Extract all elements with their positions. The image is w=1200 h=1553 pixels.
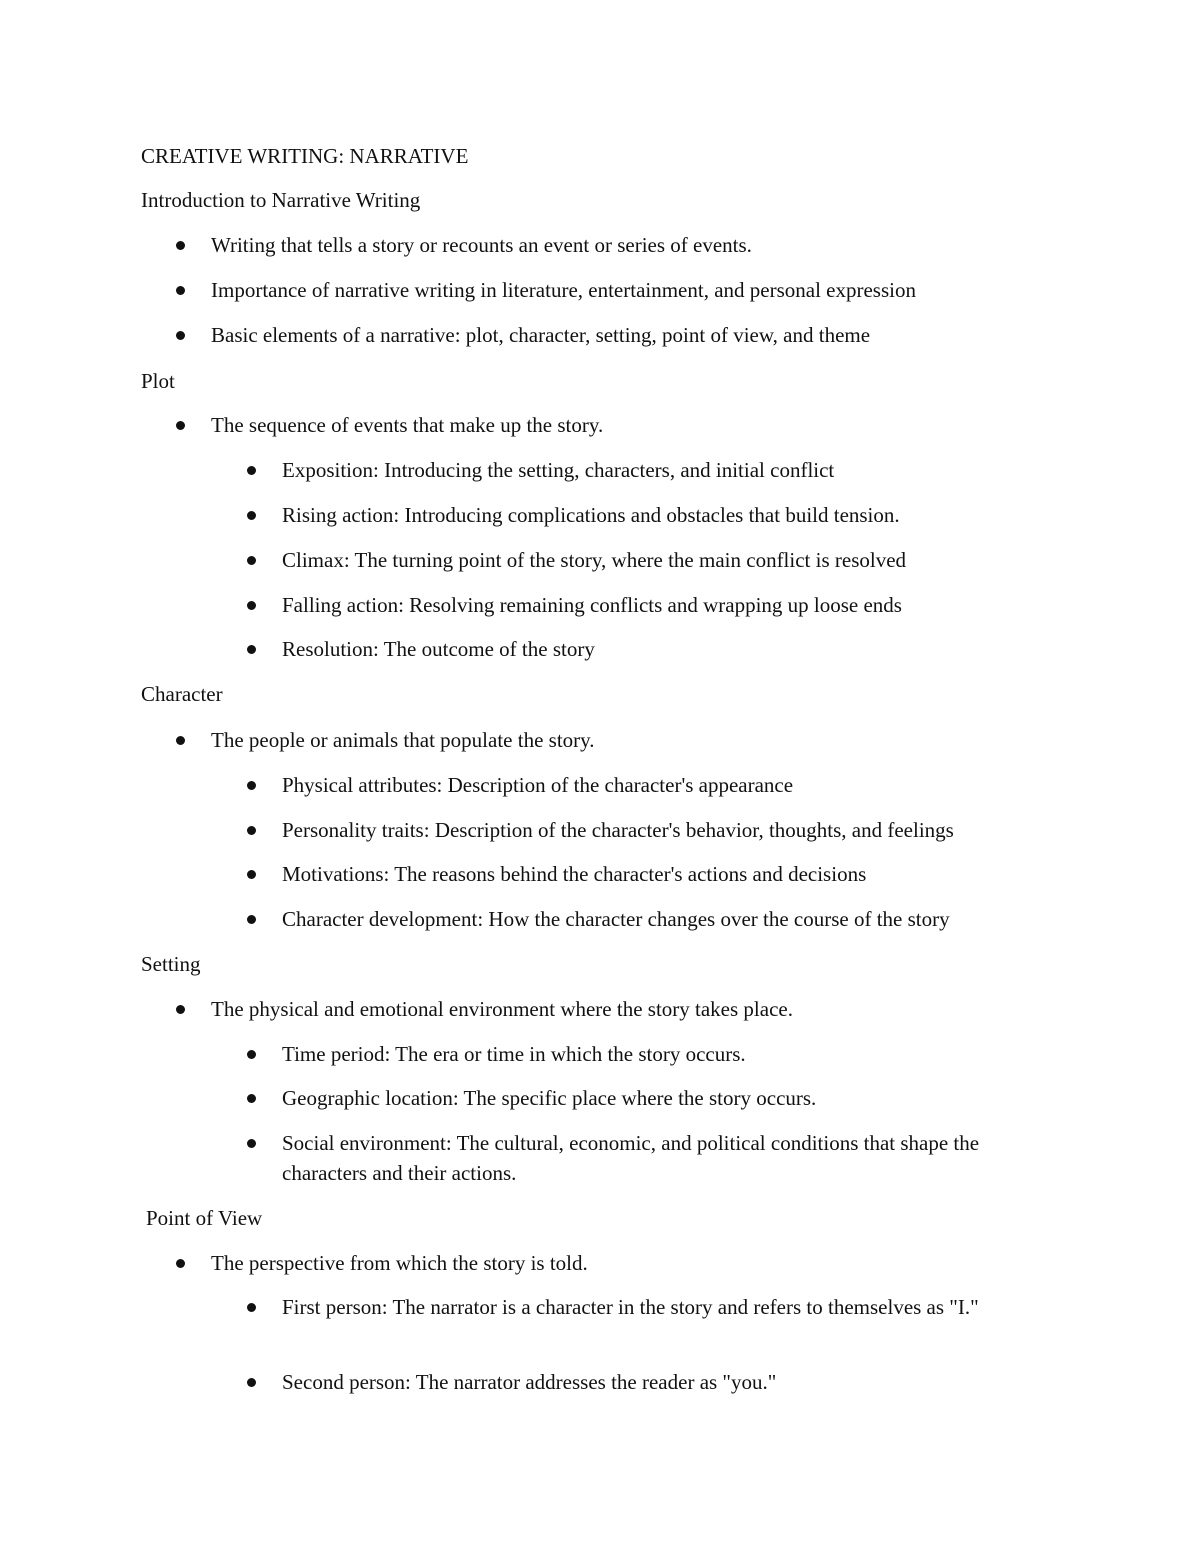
bullet-icon <box>247 511 256 520</box>
list-item-text: The people or animals that populate the story. <box>211 728 595 752</box>
list-item-text: Basic elements of a narrative: plot, character, setting, point of view, and theme <box>211 323 871 347</box>
bullet-icon <box>176 1259 185 1268</box>
list-item-text: The perspective from which the story is told. <box>211 1251 588 1275</box>
sub-list-item-text: First person: The narrator is a character in the story and refers to themselves as "I." <box>282 1295 979 1319</box>
sub-list-item-text: Personality traits: Description of the character's behavior, thoughts, and feelings <box>282 818 954 842</box>
section-heading-setting: Setting <box>141 952 201 976</box>
bullet-icon <box>247 1303 256 1312</box>
sub-list-item-text: Exposition: Introducing the setting, characters, and initial conflict <box>282 458 835 482</box>
sub-list-item-text: Resolution: The outcome of the story <box>282 637 595 661</box>
bullet-icon <box>176 331 185 340</box>
bullet-icon <box>176 421 185 430</box>
bullet-icon <box>247 601 256 610</box>
bullet-icon <box>176 241 185 250</box>
sub-list-item-text: Second person: The narrator addresses the reader as "you." <box>282 1370 777 1394</box>
section-heading-character: Character <box>141 682 223 706</box>
bullet-icon <box>247 466 256 475</box>
sub-list-item-text: Physical attributes: Description of the character's appearance <box>282 773 794 797</box>
sub-list-item-text: Falling action: Resolving remaining conflicts and wrapping up loose ends <box>282 593 902 617</box>
sub-list-item-text: Time period: The era or time in which the story occurs. <box>282 1042 746 1066</box>
list-item-text: The sequence of events that make up the story. <box>211 413 604 437</box>
bullet-icon <box>176 736 185 745</box>
bullet-icon <box>247 1094 256 1103</box>
sub-list-item-text: Character development: How the character changes over the course of the story <box>282 907 950 931</box>
bullet-icon <box>247 826 256 835</box>
list-item-text: Importance of narrative writing in literature, entertainment, and personal expression <box>211 278 916 302</box>
bullet-icon <box>247 1050 256 1059</box>
bullet-icon <box>176 1005 185 1014</box>
sub-list-item-text: Social environment: The cultural, economic, and political conditions that shape the characters and their actions. <box>282 1131 980 1185</box>
bullet-icon <box>247 870 256 879</box>
document-title: CREATIVE WRITING: NARRATIVE <box>141 144 469 168</box>
bullet-icon <box>247 1139 256 1148</box>
sub-list-item-text: Rising action: Introducing complications and obstacles that build tension. <box>282 503 900 527</box>
section-heading-plot: Plot <box>141 369 175 393</box>
section-heading-introduction: Introduction to Narrative Writing <box>141 188 421 212</box>
bullet-icon <box>247 915 256 924</box>
bullet-icon <box>176 286 185 295</box>
bullet-icon <box>247 556 256 565</box>
list-item-text: Writing that tells a story or recounts an event or series of events. <box>211 233 752 257</box>
sub-list-item-text: Motivations: The reasons behind the character's actions and decisions <box>282 862 867 886</box>
sub-list-item-text: Geographic location: The specific place where the story occurs. <box>282 1086 817 1110</box>
section-heading-point-of-view: Point of View <box>146 1206 263 1230</box>
bullet-icon <box>247 645 256 654</box>
bullet-icon <box>247 1378 256 1387</box>
sub-list-item-text: Climax: The turning point of the story, where the main conflict is resolved <box>282 548 907 572</box>
list-item-text: The physical and emotional environment where the story takes place. <box>211 997 793 1021</box>
bullet-icon <box>247 781 256 790</box>
